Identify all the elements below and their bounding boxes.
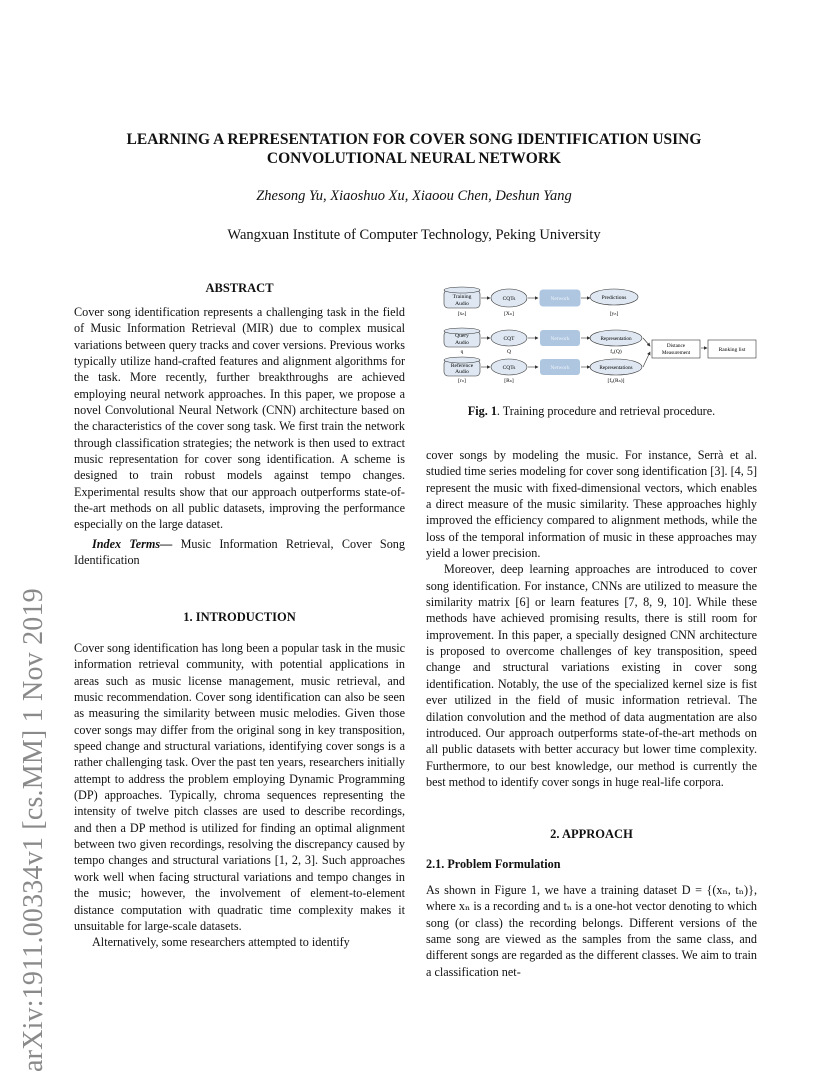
arxiv-stamp-text: arXiv:1911.00334v1 [cs.MM] 1 Nov 2019: [18, 588, 49, 1072]
cqts-node-1: [491, 289, 527, 317]
right-paragraph-2: Moreover, deep learning approaches are introduced to cover song identification. For instance, CNNs are utilized to measure the similarity matrix [6] or learn features [7, 8, 9, 10]. While these methods have achieved promising results, there is still room for improvement. In this paper, a specially designed CNN architecture is proposed to overcome challenges of key transposition, speed change and structural variations existing in cover song identification. Notably, the use of the specialized kernel size is fist ever utilized in the field of music information retrieval. The dilation convolution and the method of data augmentation are also introduced. Our approach outperforms state-of-the-art methods on all public datasets with better accuracy but lower time complexity. Furthermore, to our best knowledge, our method is currently the best method to identify cover songs in huge real-life corpora.: [426, 562, 757, 789]
approach-heading: 2. APPROACH: [550, 827, 633, 841]
training-audio-label-2: Audio: [455, 301, 469, 307]
affiliation: Wangxuan Institute of Computer Technology, Peking University: [227, 227, 601, 243]
abstract-paragraph: Cover song identification represents a challenging task in the field of Music Information Retrieval (MIR) due to complex musical variations between query tracks and cover versions. Previous works typically utilize hand-crafted features and alignment algorithms for the task. More recently, further breakthroughs are achieved employing neural network approaches. In this paper, we propose a novel Convolutional Neural Network (CNN) architecture based on the characteristics of the cover song task. We first train the network through classification strategies; the network is then used to extract music representation for cover song identification. A scheme is designed to train robust models against tempo changes. Experimental results show that our approach outperforms state-of-the-art methods on all public datasets, improving the performance especially on the large dataset.: [74, 305, 405, 532]
figure-1-caption: [426, 404, 757, 419]
reference-audio-label-1: Reference: [450, 363, 474, 369]
arrow-to-distance-1: [643, 338, 650, 346]
problem-formulation-text: [426, 882, 757, 980]
training-audio-label-1: Training: [452, 294, 472, 300]
network-label-3: Network: [550, 365, 570, 371]
representations-label: Representations: [599, 365, 633, 371]
R-n-label: [Rₙ]: [504, 378, 514, 384]
query-audio-node: [444, 328, 480, 355]
intro-heading: 1. INTRODUCTION: [183, 610, 296, 624]
network-node-3: [540, 359, 580, 375]
ranking-label: Ranking list: [718, 347, 746, 353]
abstract-heading: ABSTRACT: [205, 281, 274, 295]
index-terms: [74, 536, 405, 569]
title-line-2: CONVOLUTIONAL NEURAL NETWORK: [266, 150, 562, 167]
Q-label: Q: [507, 349, 511, 355]
training-audio-node: [444, 287, 480, 317]
network-node-2: [540, 330, 580, 346]
query-audio-label-1: Query: [455, 333, 469, 339]
representation-node: [590, 330, 642, 355]
caption-text: . Training procedure and retrieval procedure.: [496, 404, 716, 418]
x-n-label: [xₙ]: [457, 311, 467, 317]
cqts-label-3: CQTs: [502, 365, 516, 371]
intro-paragraph-1: Cover song identification has long been a popular task in the music information retrieval community, with potential applications in areas such as music license management, music retrieval, and music recommendation. Cover song identification can also be seen as measuring the similarity between music melodies. Given those cover songs may differ from the original song in key transposition, speed change and structural variations, identifying cover songs is a rather challenging task. Over the past ten years, researchers initially attempt to address the problem employing Dynamic Programming (DP) approaches. Typically, chroma sequences representing the intensity of twelve pitch classes are used to describe recordings, and then a DP method is utilized for finding an optimal alignment between two given recordings, resolving the discrepancy caused by tempo changes and structural variations [1, 2, 3]. Such approaches work well when facing structural variations and tempo changes in the music; however, the involvement of element-to-element distance computation with quadratic time complexity makes it unsuitable for large-scale datasets.: [74, 641, 405, 933]
right-paragraph-3: As shown in Figure 1, we have a training dataset D = {(xₙ, tₙ)}, where xₙ is a recording and tₙ is a one-hot vector denoting to which song (or class) the recording belongs. Different versions of the same song are viewed as the samples from the same class, and different songs are regarded as the different classes. We aim to train a classification net-: [426, 883, 757, 979]
arxiv-side-stamp: [18, 588, 66, 1072]
predictions-node: [590, 289, 638, 317]
caption-label: Fig. 1: [467, 404, 497, 418]
ranking-list-node: [708, 340, 756, 358]
authors: Zhesong Yu, Xiaoshuo Xu, Xiaoou Chen, Deshun Yang: [256, 188, 572, 204]
arrow-to-distance-2: [643, 352, 650, 367]
fR-label: [f₀(Rₙ)]: [607, 378, 625, 384]
cqt-label: CQT: [503, 336, 515, 342]
network-label-2: Network: [550, 336, 570, 342]
representation-label: Representation: [600, 336, 632, 342]
y-n-label: [yₙ]: [609, 311, 619, 317]
intro-text: [74, 640, 405, 951]
q-label: q: [460, 349, 464, 355]
fQ-label: f₀(Q): [610, 349, 622, 355]
index-terms-text: Music Information Retrieval, Cover Song Identification: [74, 536, 405, 568]
distance-label-2: Measurement: [661, 350, 691, 356]
index-terms-label: Index Terms—: [92, 536, 173, 551]
title-line-1: LEARNING A REPRESENTATION FOR COVER SONG IDENTIFICATION USING: [126, 131, 702, 148]
predictions-label: Predictions: [601, 295, 627, 301]
query-audio-label-2: Audio: [455, 340, 469, 346]
reference-audio-label-2: Audio: [455, 369, 469, 375]
distance-measurement-node: [652, 340, 700, 358]
cqt-node: [491, 330, 527, 355]
right-paragraph-1: cover songs by modeling the music. For instance, Serrà et al. studied time series modeling for cover song identification [3]. [4, 5] represent the music with fixed-dimensional vectors, which enables a direct measure of the music similarity. These approaches highly improved the efficiency compared to alignment methods, while the loss of the temporal information of music in these approaches may yield a lower precision.: [426, 448, 758, 561]
problem-formulation-heading: 2.1. Problem Formulation: [426, 857, 561, 871]
network-label-1: Network: [550, 296, 570, 302]
abstract-text: [74, 304, 405, 569]
r-n-label: [rₙ]: [458, 378, 466, 384]
network-node-1: [540, 290, 580, 306]
representations-node: [590, 359, 642, 384]
X-n-label: [Xₙ]: [504, 311, 514, 317]
distance-label-1: Distance: [666, 343, 686, 349]
cqts-node-3: [491, 359, 527, 384]
reference-audio-node: [444, 357, 480, 384]
figure-1-diagram: [438, 284, 768, 388]
right-column-text: [426, 447, 757, 790]
paper-title: [60, 130, 768, 168]
intro-paragraph-2: Alternatively, some researchers attempted to identify: [92, 935, 350, 950]
cqts-label-1: CQTs: [502, 296, 516, 302]
